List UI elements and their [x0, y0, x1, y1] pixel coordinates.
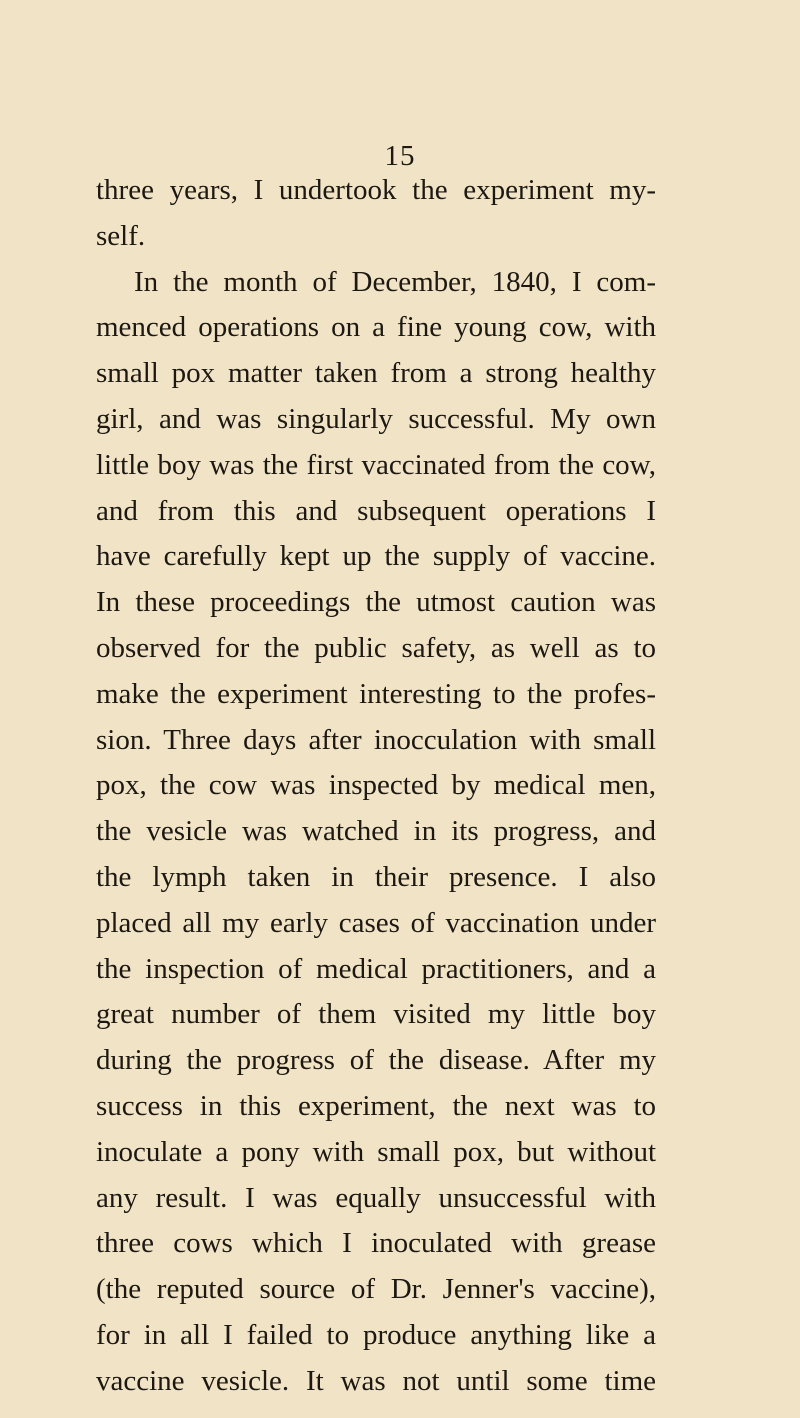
text-line: pox, the cow was inspected by medical men, — [96, 769, 656, 802]
text-line: have carefully kept up the supply of vaccine. — [96, 540, 656, 573]
text-line: small pox matter taken from a strong healthy — [96, 357, 656, 390]
text-line: three cows which I inoculated with grease — [96, 1227, 656, 1260]
text-line: vaccine vesicle. It was not until some time — [96, 1364, 656, 1397]
text-line: (the reputed source of Dr. Jenner's vaccine), — [96, 1273, 656, 1306]
text-line: three years, I undertook the experiment my- — [96, 174, 656, 206]
text-line: sion. Three days after inocculation with small — [96, 723, 656, 756]
text-line: the inspection of medical practitioners, and a — [96, 952, 656, 985]
text-line: self. — [96, 219, 146, 252]
text-line: In these proceedings the utmost caution was — [96, 586, 656, 619]
text-line: inoculate a pony with small pox, but without — [96, 1135, 656, 1168]
text-line: In the month of December, 1840, I com- — [134, 265, 656, 298]
text-line: success in this experiment, the next was to — [96, 1089, 656, 1122]
text-line: girl, and was singularly successful. My own — [96, 402, 656, 435]
text-line: and from this and subsequent operations I — [96, 494, 656, 527]
text-line: little boy was the first vaccinated from the cow, — [96, 448, 656, 481]
text-line: make the experiment interesting to the profes- — [96, 677, 656, 710]
text-line: the vesicle was watched in its progress, and — [96, 815, 656, 848]
text-line: during the progress of the disease. After my — [96, 1044, 656, 1077]
text-line: observed for the public safety, as well as to — [96, 631, 656, 664]
text-line: for in all I failed to produce anything like a — [96, 1318, 656, 1351]
body-text — [96, 168, 656, 1405]
page-number: 15 — [384, 140, 416, 172]
text-line: the lymph taken in their presence. I also — [96, 860, 656, 893]
text-line: placed all my early cases of vaccination under — [96, 906, 656, 939]
text-line: any result. I was equally unsuccessful with — [96, 1181, 656, 1214]
text-line: great number of them visited my little boy — [96, 998, 656, 1031]
text-line: menced operations on a fine young cow, with — [96, 311, 656, 344]
